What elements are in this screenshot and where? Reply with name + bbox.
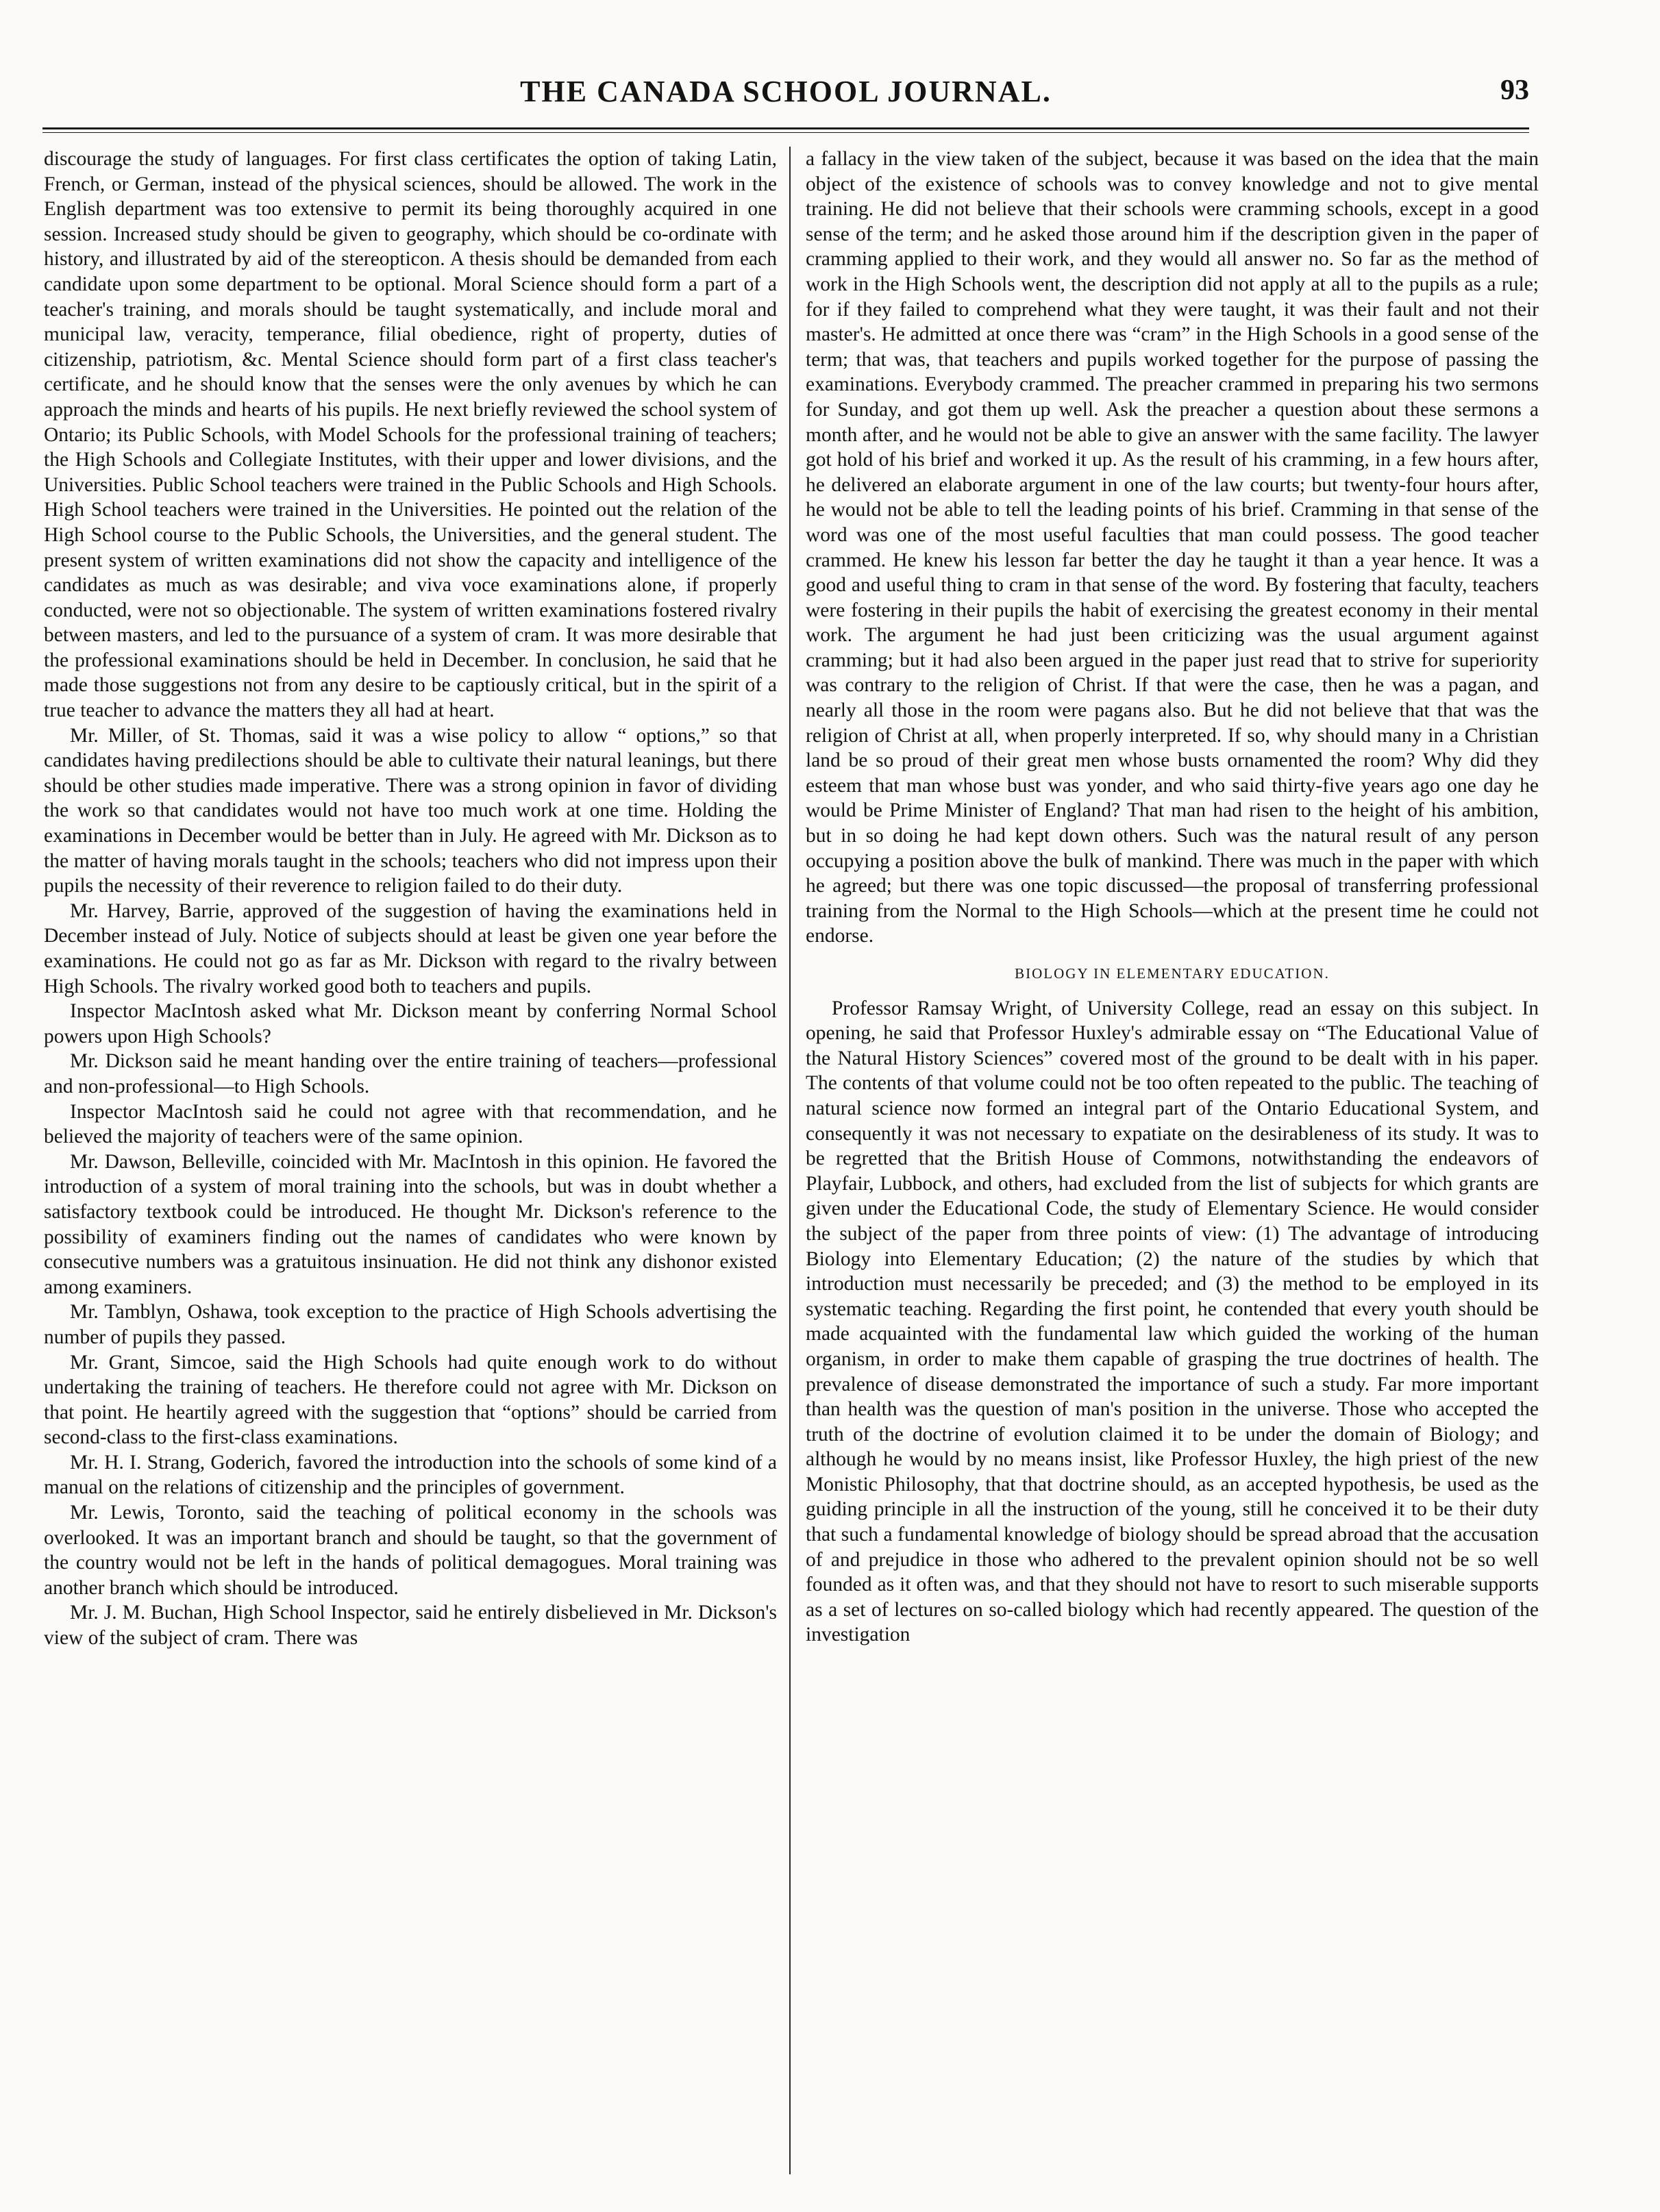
- paragraph: Mr. J. M. Buchan, High School Inspector, said he entirely disbelieved in Mr. Dickson's view of the subject of cram. There was: [44, 1602, 777, 1650]
- column-divider: [789, 147, 791, 2174]
- paragraph: Mr. Tamblyn, Oshawa, took exception to the practice of High Schools advertising the number of pupils they passed.: [44, 1301, 777, 1348]
- paragraph: Mr. Grant, Simcoe, said the High Schools had quite enough work to do without undertaking the training of teachers. He therefore could not agree with Mr. Dickson on that point. He heartily agreed with the suggestion that “options” should be carried from second-class to the first-class examinations.: [44, 1351, 777, 1449]
- paragraph: discourage the study of languages. For first class certificates the option of taking Latin, French, or German, instead of the physical sciences, should be allowed. The work in the English department was too extensive to permit its being thoroughly acquired in one session. Increased study should be given to geography, which should be co-ordinate with history, and illustrated by aid of the stereopticon. A thesis should be demanded from each candidate upon some department to be optional. Moral Science should form a part of a teacher's training, and morals should be taught systematically, and include moral and municipal law, veracity, temperance, filial obedience, right of property, duties of citizenship, patriotism, &c. Mental Science should form part of a first class teacher's certificate, and he should know that the senses were the only avenues by which he can approach the minds and hearts of his pupils. He next briefly reviewed the school system of Ontario; its Public Schools, with Model Schools for the professional training of teachers; the High Schools and Collegiate Institutes, with their upper and lower divisions, and the Universities. Public School teachers were trained in the Public Schools and High Schools. High School teachers were trained in the Universities. He pointed out the relation of the High School course to the Public Schools, the Universities, and the general student. The present system of written examinations did not show the capacity and intelligence of the candidates as much as was desirable; and viva voce examinations alone, if properly conducted, were not so objectionable. The system of written examinations fostered rivalry between masters, and led to the pursuance of a system of cram. It was more desirable that the professional examinations should be held in December. In conclusion, he said that he made those suggestions not from any desire to be captiously critical, but in the spirit of a true teacher to advance the matters they all had at heart.: [44, 148, 777, 722]
- paragraph: Inspector MacIntosh asked what Mr. Dickson meant by conferring Normal School powers upon High Schools?: [44, 1000, 777, 1047]
- paragraph: Inspector MacIntosh said he could not agree with that recommendation, and he believed the majority of teachers were of the same opinion.: [44, 1100, 777, 1148]
- header-rule: [42, 127, 1529, 129]
- page-number: 93: [1500, 75, 1529, 106]
- section-heading: BIOLOGY IN ELEMENTARY EDUCATION.: [1015, 965, 1330, 982]
- paragraph: a fallacy in the view taken of the subject, because it was based on the idea that the main object of the existence of schools was to convey knowledge and not to give mental training. He did not believe that their schools were cramming schools, except in a good sense of the term; and he asked those around him if the description given in the paper of cramming applied to their work, and they would all answer no. So far as the method of work in the High Schools went, the description did not apply at all to the pupils as a rule; for if they failed to comprehend what they were taught, it was their fault and not their master's. He admitted at once there was “cram” in the High Schools in a good sense of the term; that was, that teachers and pupils worked together for the purpose of passing the examinations. Everybody crammed. The preacher crammed in preparing his two sermons for Sunday, and got them up well. Ask the preacher a question about these sermons a month after, and he would not be able to give an answer with the same facility. The lawyer got hold of his brief and worked it up. As the result of his cramming, in a few hours after, he delivered an elaborate argument in one of the law courts; but twenty-four hours after, he would not be able to tell the leading points of his brief. Cramming in that sense of the word was one of the most useful faculties that man could possess. The good teacher crammed. He knew his lesson far better the day he taught it than a year hence. It was a good and useful thing to cram in that sense of the word. By fostering that faculty, teachers were fostering in their pupils the habit of exercising the greatest economy in their mental work. The argument he had just been criticizing was the usual argument against cramming; but it had also been argued in the paper just read that to strive for superiority was contrary to the religion of Christ. If that were the case, then he was a pagan, and nearly all those in the room were pagans also. But he did not believe that that was the religion of Christ at all, when properly interpreted. If so, why should many in a Christian land be so proud of their great men whose busts ornamented the room? Why did they esteem that man whose bust was yonder, and who said thirty-five years ago one day he would be Prime Minister of England? That man had risen to the height of his ambition, but in so doing he had kept down others. Such was the natural result of any person occupying a position above the bulk of mankind. There was much in the paper with which he agreed; but there was one topic discussed—the proposal of transferring professional training from the Normal to the High Schools—which at the present time he could not endorse.: [806, 148, 1539, 947]
- paragraph: Mr. Dawson, Belleville, coincided with Mr. MacIntosh in this opinion. He favored the introduction of a system of moral training into the schools, but was in doubt whether a satisfactory textbook could be introduced. He thought Mr. Dickson's reference to the possibility of examiners finding out the names of candidates who were known by consecutive numbers was a gratuitous insinuation. He did not think any dishonor existed among examiners.: [44, 1150, 777, 1298]
- paragraph: Mr. H. I. Strang, Goderich, favored the introduction into the schools of some kind of a manual on the relations of citizenship and the principles of government.: [44, 1451, 777, 1499]
- paragraph: Mr. Miller, of St. Thomas, said it was a wise policy to allow “ options,” so that candidates having predilections should be able to cultivate their natural leanings, but there should be other studies made imperative. There was a strong opinion in favor of dividing the work so that candidates would not have too much work at one time. Holding the examinations in December would be better than in July. He agreed with Mr. Dickson as to the matter of having morals taught in the schools; teachers who did not impress upon their pupils the necessity of their reverence to religion failed to do their duty.: [44, 724, 777, 897]
- header-rule-thin: [42, 132, 1529, 133]
- paragraph: Professor Ramsay Wright, of University College, read an essay on this subject. In opening, he said that Professor Huxley's admirable essay on “The Educational Value of the Natural History Sciences” covered most of the ground to be dealt with in his paper. The contents of that volume could not be too often repeated to the public. The teaching of natural science now formed an integral part of the Ontario Educational System, and consequently it was not necessary to expatiate on the desirableness of its study. It was to be regretted that the British House of Commons, notwithstanding the endeavors of Playfair, Lubbock, and others, had excluded from the list of subjects for which grants are given under the Educational Code, the study of Elementary Science. He would consider the subject of the paper from three points of view: (1) The advantage of introducing Biology into Elementary Education; (2) the nature of the studies by which that introduction must necessarily be preceded; and (3) the method to be employed in its systematic teaching. Regarding the first point, he contended that every youth should be made acquainted with the fundamental law which guided the working of the human organism, in order to make them capable of grasping the true doctrines of health. The prevalence of disease demonstrated the importance of such a study. Far more important than health was the question of man's position in the universe. Those who accepted the truth of the doctrine of evolution claimed it to be under the domain of Biology; and although he would by no means insist, like Professor Huxley, the high priest of the new Monistic Philosophy, that that doctrine should, as an accepted hypothesis, be used as the guiding principle in all the instruction of the young, still he conceived it to be their duty that such a fundamental knowledge of biology should be spread abroad that the accusation of and prejudice in those who adhered to the prevalent opinion should not be so well founded as it often was, and that they should not have to resort to such miserable supports as a set of lectures on so-called biology which had recently appeared. The question of the investigation: [806, 997, 1539, 1646]
- left-column: [44, 147, 777, 2174]
- journal-title: THE CANADA SCHOOL JOURNAL.: [520, 75, 1052, 108]
- paragraph: Mr. Lewis, Toronto, said the teaching of political economy in the schools was overlooked. It was an important branch and should be taught, so that the government of the country would not be left in the hands of political demagogues. Moral training was another branch which should be introduced.: [44, 1502, 777, 1599]
- paragraph: Mr. Harvey, Barrie, approved of the suggestion of having the examinations held in December instead of July. Notice of subjects should at least be given one year before the examinations. He could not go as far as Mr. Dickson with regard to the rivalry between High Schools. The rivalry worked good both to teachers and pupils.: [44, 899, 777, 997]
- right-column: [806, 147, 1539, 2174]
- page-header: [42, 55, 1529, 121]
- paragraph: Mr. Dickson said he meant handing over the entire training of teachers—professional and non-professional—to High Schools.: [44, 1050, 777, 1097]
